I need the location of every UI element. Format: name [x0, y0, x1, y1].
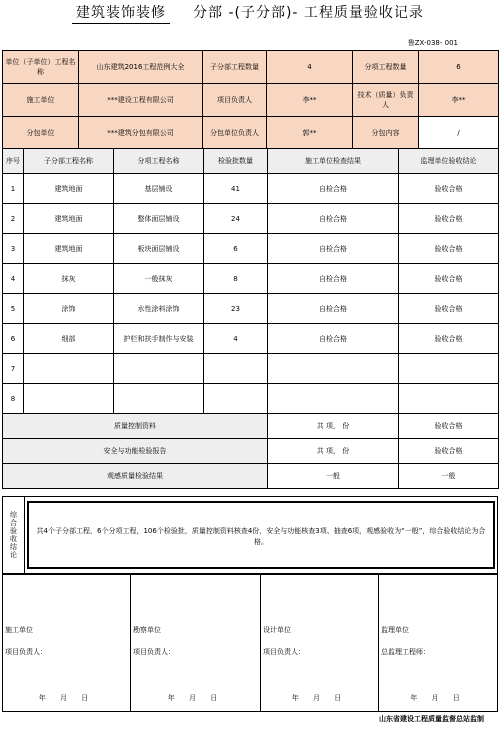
row-verdict: 验收合格 — [399, 294, 499, 324]
tech-value: 李** — [419, 84, 499, 117]
signature-constructor — [3, 575, 131, 711]
row-check: 自检合格 — [268, 264, 399, 294]
row-no: 6 — [3, 324, 24, 354]
sub-pm-label: 分包单位负责人 — [203, 117, 267, 150]
row-no: 3 — [3, 234, 24, 264]
signature-date: 年 月 日 — [410, 694, 466, 702]
conclusion-section — [2, 496, 498, 574]
signature-unit: 设计单位 — [263, 626, 291, 634]
subcontractor-label: 分包单位 — [3, 117, 79, 150]
unit-label: 单位（子单位）工程名称 — [3, 51, 79, 84]
summary-row — [3, 464, 499, 489]
col-header: 分项工程名称 — [114, 149, 204, 174]
row-qty: 4 — [204, 324, 268, 354]
row-subdivision — [24, 384, 114, 414]
col-header: 检验批数量 — [204, 149, 268, 174]
sub-pm-value: 郭** — [267, 117, 353, 150]
row-no: 1 — [3, 174, 24, 204]
table-row — [3, 264, 499, 294]
row-check: 自检合格 — [268, 234, 399, 264]
row-qty: 24 — [204, 204, 268, 234]
signature-person: 项目负责人： — [263, 648, 305, 656]
signature-person: 总监理工程师： — [381, 648, 430, 656]
title-sub: 分部 -(子分部)- 工程质量验收记录 — [193, 5, 424, 21]
signature-unit: 施工单位 — [5, 626, 33, 634]
constructor-label: 施工单位 — [3, 84, 79, 117]
acceptance-table — [2, 148, 499, 489]
summary-row — [3, 414, 499, 439]
table-row — [3, 384, 499, 414]
subdiv-count-label: 子分部工程数量 — [203, 51, 267, 84]
row-item — [114, 384, 204, 414]
row-subdivision: 抹灰 — [24, 264, 114, 294]
table-row — [3, 234, 499, 264]
row-no: 7 — [3, 354, 24, 384]
table-row — [3, 174, 499, 204]
summary-label: 质量控制资料 — [3, 414, 268, 439]
summary-label: 安全与功能检验报告 — [3, 439, 268, 464]
row-item: 护栏和扶手制作与安装 — [114, 324, 204, 354]
row-item: 整体面层铺设 — [114, 204, 204, 234]
summary-label: 观感质量检验结果 — [3, 464, 268, 489]
row-check — [268, 384, 399, 414]
subdiv-count-value: 4 — [267, 51, 353, 84]
signature-date: 年 月 日 — [167, 694, 224, 702]
constructor-value: ***建设工程有限公司 — [79, 84, 203, 117]
table-row — [3, 324, 499, 354]
signature-unit: 勘察单位 — [133, 626, 161, 634]
row-no: 2 — [3, 204, 24, 234]
table-row — [3, 354, 499, 384]
row-item — [114, 354, 204, 384]
summary-check: 共 项， 份 — [268, 414, 399, 439]
project-info-table — [2, 50, 499, 150]
row-verdict — [399, 354, 499, 384]
row-no: 4 — [3, 264, 24, 294]
row-verdict: 验收合格 — [399, 324, 499, 354]
signature-design — [261, 575, 379, 711]
signature-person: 项目负责人： — [5, 648, 47, 656]
pm-label: 项目负责人 — [203, 84, 267, 117]
row-check: 自检合格 — [268, 324, 399, 354]
col-header: 子分部工程名称 — [24, 149, 114, 174]
row-qty — [204, 384, 268, 414]
footer-issuer: 山东省建设工程质量监督总站监制 — [379, 715, 484, 723]
summary-check: 共 项， 份 — [268, 439, 399, 464]
table-row — [3, 204, 499, 234]
row-subdivision — [24, 354, 114, 384]
row-verdict: 验收合格 — [399, 204, 499, 234]
row-subdivision: 建筑地面 — [24, 204, 114, 234]
col-header: 施工单位检查结果 — [268, 149, 399, 174]
row-item: 板块面层铺设 — [114, 234, 204, 264]
row-check: 自检合格 — [268, 174, 399, 204]
row-subdivision: 建筑地面 — [24, 174, 114, 204]
summary-row — [3, 439, 499, 464]
signature-supervisor — [379, 575, 497, 711]
summary-check: 一般 — [268, 464, 399, 489]
row-qty: 41 — [204, 174, 268, 204]
col-header: 监理单位验收结论 — [399, 149, 499, 174]
row-item: 一般抹灰 — [114, 264, 204, 294]
pm-value: 李** — [267, 84, 353, 117]
summary-verdict: 验收合格 — [399, 414, 499, 439]
summary-verdict: 验收合格 — [399, 439, 499, 464]
signature-date: 年 月 日 — [291, 694, 348, 702]
row-qty: 8 — [204, 264, 268, 294]
table-header — [3, 149, 499, 174]
title-main: 建筑装饰装修 — [72, 2, 170, 24]
row-verdict: 验收合格 — [399, 174, 499, 204]
row-verdict — [399, 384, 499, 414]
title-row — [0, 0, 500, 30]
row-qty: 23 — [204, 294, 268, 324]
subcontractor-value: ***建筑分包有限公司 — [79, 117, 203, 150]
item-count-value: 6 — [419, 51, 499, 84]
sub-content-label: 分包内容 — [353, 117, 419, 150]
row-subdivision: 建筑地面 — [24, 234, 114, 264]
tech-label: 技术（质量）负责人 — [353, 84, 419, 117]
signature-section — [2, 574, 498, 712]
row-qty — [204, 354, 268, 384]
row-check: 自检合格 — [268, 204, 399, 234]
row-qty: 6 — [204, 234, 268, 264]
row-verdict: 验收合格 — [399, 234, 499, 264]
item-count-label: 分项工程数量 — [353, 51, 419, 84]
row-item: 水性涂料涂饰 — [114, 294, 204, 324]
col-header: 序号 — [3, 149, 24, 174]
form-code: 鲁ZX-038- 001 — [407, 39, 458, 47]
row-no: 5 — [3, 294, 24, 324]
signature-unit: 监理单位 — [381, 626, 409, 634]
table-row — [3, 294, 499, 324]
row-verdict: 验收合格 — [399, 264, 499, 294]
unit-value: 山东建筑2016工程范例大全 — [79, 51, 203, 84]
row-check: 自检合格 — [268, 294, 399, 324]
row-check — [268, 354, 399, 384]
conclusion-label: 综合验收结论 — [3, 497, 25, 573]
conclusion-text: 共4个子分部工程，6个分项工程，106个检验批，质量控制资料核查4份，安全与功能核查3项、抽查6项，观感验收为“一般”，综合验收结论为合格。 — [27, 501, 495, 569]
row-item: 基层铺设 — [114, 174, 204, 204]
sub-content-value: / — [419, 117, 499, 150]
summary-verdict: 一般 — [399, 464, 499, 489]
row-subdivision: 涂饰 — [24, 294, 114, 324]
signature-survey — [131, 575, 261, 711]
signature-person: 项目负责人： — [133, 648, 175, 656]
row-subdivision: 细部 — [24, 324, 114, 354]
row-no: 8 — [3, 384, 24, 414]
signature-date: 年 月 日 — [38, 694, 95, 702]
